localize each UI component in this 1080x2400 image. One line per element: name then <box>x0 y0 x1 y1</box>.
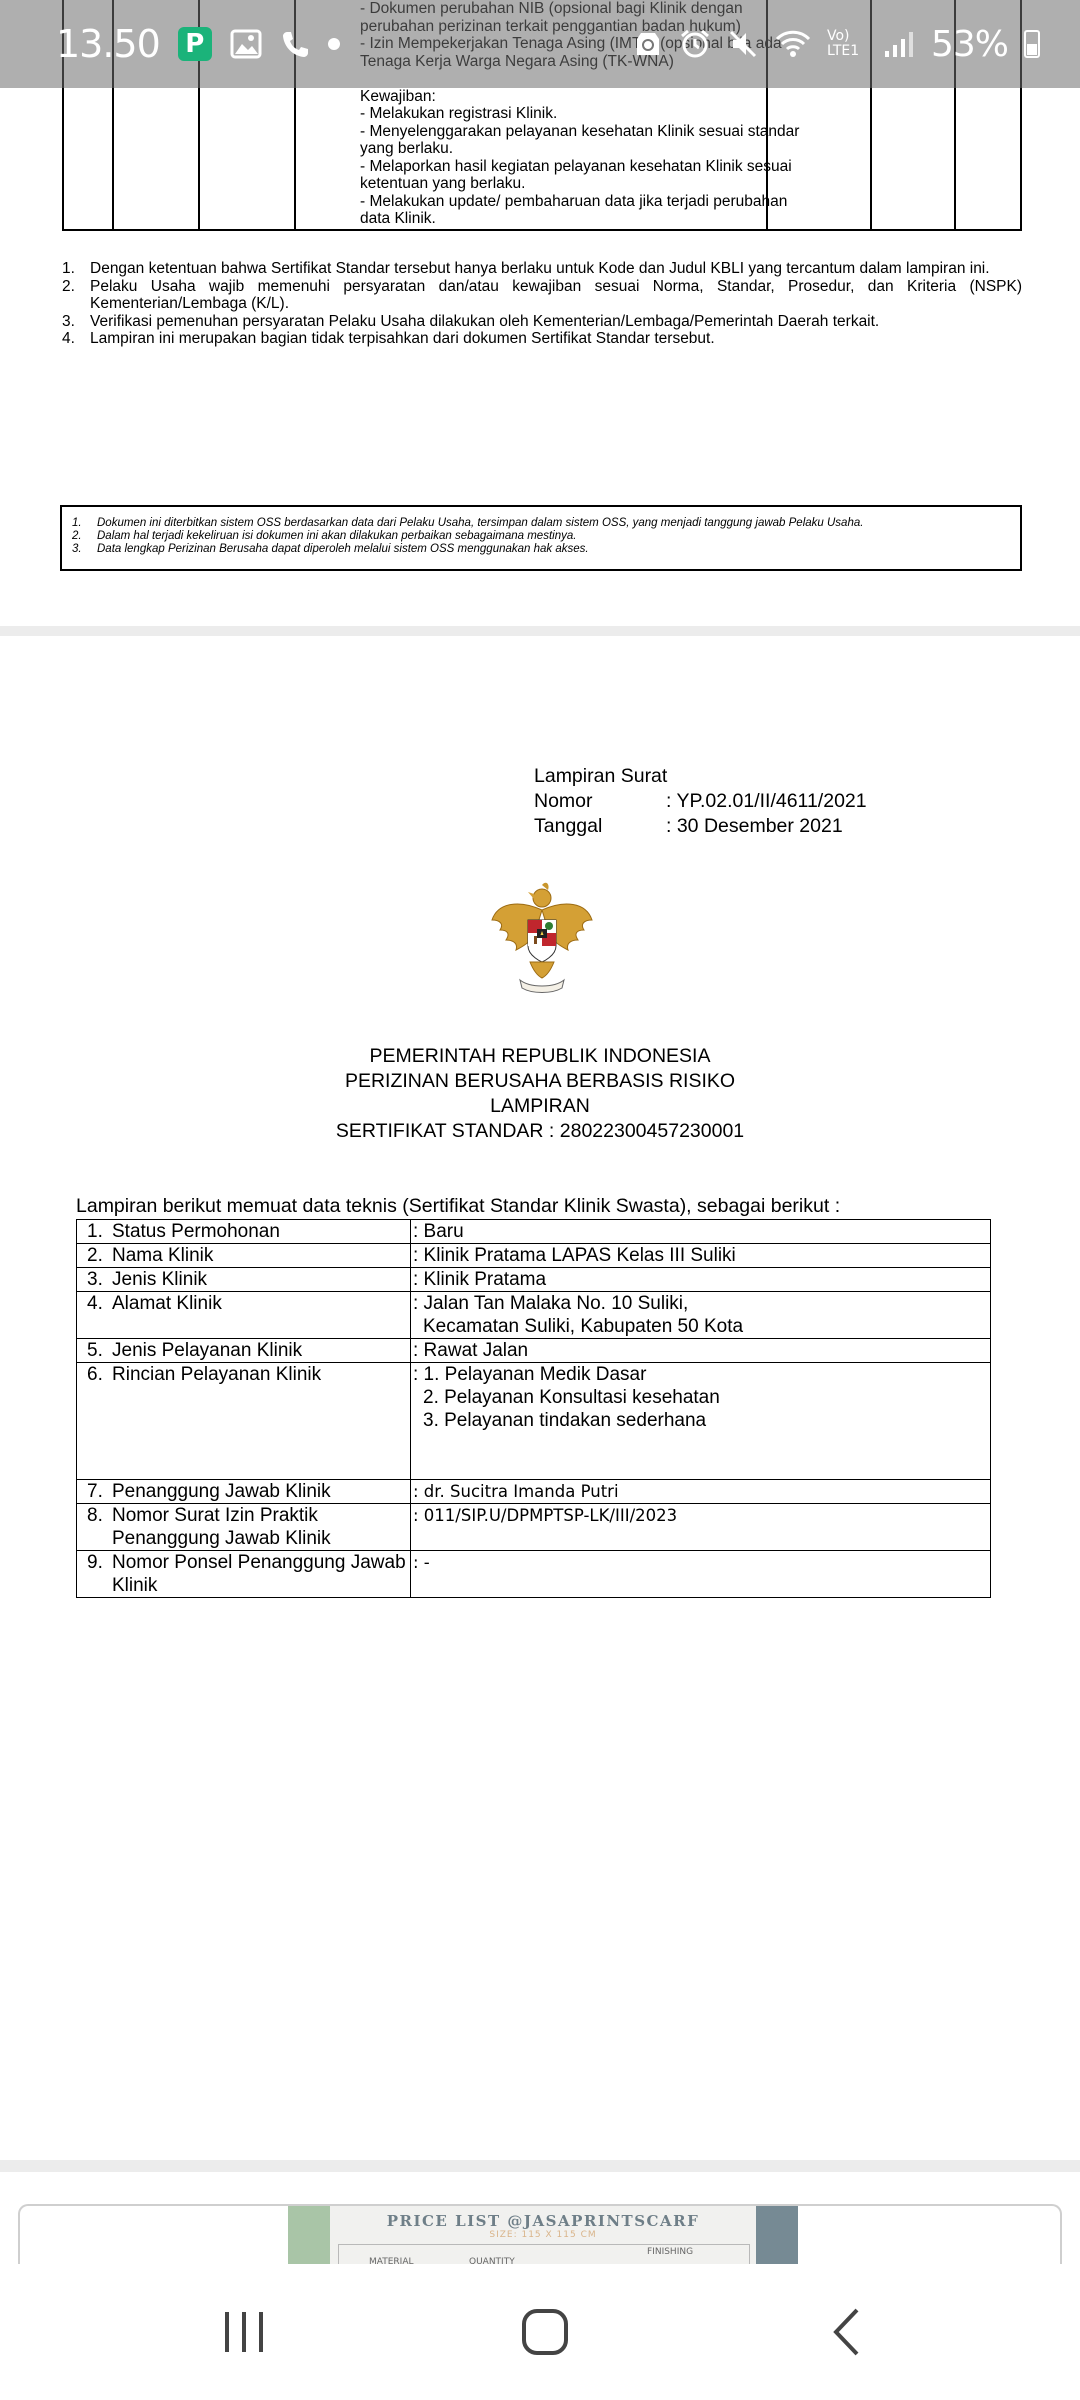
battery-icon <box>1024 30 1040 58</box>
table-row: 5. Jenis Pelayanan Klinik : Rawat Jalan <box>77 1339 990 1363</box>
recent-apps-icon <box>221 2310 267 2354</box>
table-row: 1. Status Permohonan : Baru <box>77 1220 990 1244</box>
table-row: 8. Nomor Surat Izin Praktik Penanggung Jawab Klinik : 011/SIP.U/DPMPTSP-LK/III/2023 <box>77 1504 990 1551</box>
mute-icon <box>727 28 759 60</box>
home-icon <box>521 2308 569 2356</box>
signal-icon <box>883 29 915 59</box>
table-row: 7. Penanggung Jawab Klinik : dr. Sucitra Imanda Putri <box>77 1480 990 1504</box>
status-bar <box>0 0 1080 88</box>
table-row: 9. Nomor Ponsel Penanggung Jawab Klinik : - <box>87 1552 430 1596</box>
alarm-icon <box>679 28 711 60</box>
document-title: PEMERINTAH REPUBLIK INDONESIA PERIZINAN BERUSAHA BERBASIS RISIKO LAMPIRAN SERTIFIKAT STANDAR : 28022300457230001 <box>335 1045 745 1142</box>
price-list-image: PRICE LIST @JASAPRINTSCARF SIZE: 115 X 115 CM FINISHING MATERIAL QUANTITY <box>288 2206 798 2264</box>
navigation-bar <box>0 2264 1080 2400</box>
gallery-icon <box>230 29 262 59</box>
app-notification-icon: P <box>178 27 212 61</box>
price-list-preview-card[interactable] <box>18 2204 1062 2264</box>
back-icon <box>829 2307 863 2357</box>
wifi-icon <box>775 29 811 59</box>
phone-call-icon <box>280 29 310 59</box>
intro-text: Lampiran berikut memuat data teknis (Sertifikat Standar Klinik Swasta), sebagai berikut : <box>76 1195 841 1217</box>
list-item: 4. Lampiran ini merupakan bagian tidak terpisahkan dari dokumen Sertifikat Standar tersebut. <box>62 330 715 347</box>
notes-list <box>62 260 1022 348</box>
oss-disclaimer-box: 1. Dokumen ini diterbitkan sistem OSS berdasarkan data dari Pelaku Usaha, tersimpan dalam sistem OSS, yang menjadi tanggung jawab Pelaku Usaha. 2. Dalam hal terjadi kekeliruan isi dokumen ini akan dilakukan perbaikan sebagaimana mestinya. 3. Data lengkap Perizinan Berusaha dapat diperoleh melalui sistem OSS menggunakan hak akses. <box>60 505 1022 571</box>
list-item: 2. Pelaku Usaha wajib memenuhi persyaratan dan/atau kewajiban sesuai Norma, Standar, Prosedur, dan Kriteria (NSPK) Kementerian/Lembaga (K/L). <box>62 277 1022 312</box>
volte-indicator: Vo) LTE1 <box>826 28 860 59</box>
recycle-icon <box>633 29 663 59</box>
home-button[interactable] <box>505 2300 585 2364</box>
list-item: 1. Dengan ketentuan bahwa Sertifikat Standar tersebut hanya berlaku untuk Kode dan Judul KBLI yang tercantum dalam lampiran ini. <box>62 260 990 277</box>
garuda-emblem-icon <box>490 880 594 998</box>
recent-apps-button[interactable] <box>204 2300 284 2364</box>
page-separator <box>0 626 1080 636</box>
table-row: 4. Alamat Klinik : Jalan Tan Malaka No. 10 Suliki, Kecamatan Suliki, Kabupaten 50 Kota <box>77 1292 990 1339</box>
clock: 13.50 <box>56 22 160 66</box>
technical-data-table <box>76 1219 991 1598</box>
back-button[interactable] <box>806 2300 886 2364</box>
page-separator <box>0 2160 1080 2172</box>
lampiran-header: Lampiran Surat Nomor : YP.02.01/II/4611/2021 Tanggal : 30 Desember 2021 <box>534 765 867 837</box>
list-item: 3. Verifikasi pemenuhan persyaratan Pelaku Usaha dilakukan oleh Kementerian/Lembaga/Pemerintah Daerah terkait. <box>62 312 880 330</box>
requirements-cell: Kewajiban: - Melakukan registrasi Klinik. - Menyelenggarakan pelayanan kesehatan Klinik sesuai standar yang berlaku. - Melaporkan hasil kegiatan pelayanan kesehatan Klinik sesuai ketentuan yang berlaku. - Melakukan update/ pembaharuan data jika terjadi perubahan data Klinik. <box>360 87 800 227</box>
battery-percentage: 53% <box>930 23 1008 65</box>
table-row: 6. Rincian Pelayanan Klinik : 1. Pelayanan Medik Dasar 2. Pelayanan Konsultasi kesehatan 3. Pelayanan tindakan sederhana <box>77 1363 990 1480</box>
table-row: 2. Nama Klinik : Klinik Pratama LAPAS Kelas III Suliki <box>77 1244 990 1268</box>
document-page-previous <box>0 0 1080 620</box>
notification-dot-icon <box>328 38 340 50</box>
table-row: 3. Jenis Klinik : Klinik Pratama <box>77 1268 990 1292</box>
